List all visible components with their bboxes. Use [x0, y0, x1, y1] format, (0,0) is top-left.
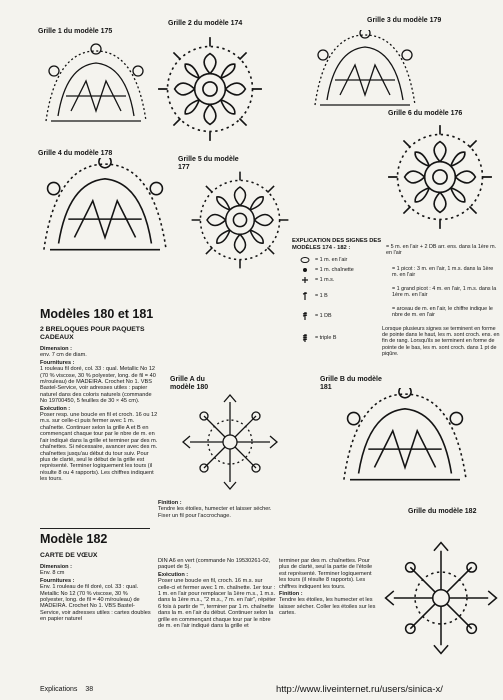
crochet-chart-180 — [180, 392, 280, 492]
section-title-180: Modèles 180 et 181 — [40, 307, 154, 321]
four-head: Fournitures : — [40, 577, 75, 584]
legend-item — [298, 256, 347, 264]
footer-section — [40, 686, 93, 694]
exec-text: Poser une boucle en fil, croch. 16 m.s. sur celle-ci et fermer avec 1 m. chaînette. 1er tour : 1 m. en l'air pour remplacer la 1ère m.s., 1 m.s. dans la 1ère m.s., "2 m.s., 7 m. en l'air", répéter 6 fois à partir de "", terminer par 1 m. chaînette dans la m. en l'air du début. Continuer selon la grille en commençant chaque tour par le nbre de m. en l'air indiqué dans la grille et — [158, 578, 276, 630]
fin-head: Finition : — [158, 500, 182, 506]
legend-item — [298, 266, 354, 274]
watermark-url: http://www.liveinternet.ru/users/sinica-x/ — [276, 684, 443, 695]
legend-item-right — [386, 244, 501, 256]
col2-text: DIN A6 en vert (commande No 19530261-02, paquet de 5). — [158, 558, 271, 571]
legend-item-right — [392, 266, 500, 278]
legend-item-text: = 1 m. chaînette — [315, 267, 354, 273]
col3-text: terminer par des m. chaînettes. Pour plus de clarté, seul la partie de l'étoile est représenté. Terminer logiquement les tours (il résulte 8 rapports). Les chiffres indiquent les tours. — [279, 558, 373, 590]
legend-item-text: = 1 m. en l'air — [315, 257, 348, 263]
legend-item — [298, 334, 336, 342]
legend-item-text: = 1 B — [315, 293, 328, 299]
grid-label-177: Grille 5 du modèle 177 — [178, 156, 239, 171]
dim-head: Dimension : — [40, 346, 73, 352]
four-text: Env. 1 rouleau de fil doré, col. 33 : qual. Metallic No 12 (70 % viscose, 30 % polyester, long. de fil = 40 m/rouleau) de MADEIRA. Crochet No 1. VBS Bastel-Service, voir adresses utiles : cartes doubles en papier naturel — [40, 584, 151, 623]
legend-item-text: = 1 grand picot : 4 m. en l'air, 1 m.s. dans la 1ère m. en l'air — [392, 286, 497, 298]
grid-label-180: Grille A du modèle 180 — [170, 376, 209, 391]
grid-label-182: Grille du modèle 182 — [408, 508, 477, 515]
legend-item — [298, 276, 334, 284]
section-subtitle-180: 2 BRELOQUES POUR PAQUETS CADEAUX — [40, 326, 145, 341]
legend-item-text: = arceau de m. en l'air, le chiffre indique le nbre de m. en l'air — [392, 306, 493, 318]
page-number: 38 — [85, 686, 94, 693]
grid-label-179: Grille 3 du modèle 179 — [367, 17, 442, 24]
section-body-182-col2 — [158, 558, 276, 630]
dim-head: Dimension : — [40, 564, 73, 570]
legend-title: EXPLICATION DES SIGNES DES MODÈLES 174 - 182 : — [292, 238, 382, 251]
dim-text: env. 7 cm de diam. — [40, 352, 87, 359]
legend-item-text: = 1 m.s. — [315, 277, 335, 283]
exec-head: Exécution : — [40, 405, 71, 412]
four-text: 1 rouleau fil doré, col. 33 : qual. Metallic No 12 (70 % viscose, 30 % polyester, long. de fil = 40 m/rouleau) de MADEIRA. Crochet No 1. VBS Bastel-Service, voir adresses utiles : papier naturel dans des coloris naturels (commande No 19700450, 5 feuilles de 30 × 45 cm). — [40, 366, 156, 405]
legend-item-right — [392, 286, 500, 298]
legend-item-text: = 1 picot : 3 m. en l'air, 1 m.s. dans la 1ère m. en l'air — [392, 266, 494, 278]
crochet-chart-176 — [380, 118, 500, 236]
section-subtitle-182: CARTE DE VŒUX — [40, 552, 98, 559]
exec-head: Exécution : — [158, 571, 189, 578]
footer-section-label: Explications — [40, 686, 78, 693]
grid-label-175: Grille 1 du modèle 175 — [38, 28, 113, 35]
section-body-182 — [40, 564, 152, 624]
dim-text: Env. 8 cm — [40, 570, 65, 577]
grid-label-174: Grille 2 du modèle 174 — [168, 20, 243, 27]
crochet-chart-181 — [330, 388, 480, 498]
crochet-chart-179 — [290, 30, 440, 120]
finition-180 — [158, 500, 282, 520]
crochet-chart-174 — [150, 30, 270, 148]
crochet-chart-178 — [30, 158, 180, 268]
divider — [40, 528, 150, 529]
legend-note: Lorsque plusieurs signes se terminent en forme de pointe dans le haut, les m. sont croch. ens. en fin de rang. Lorsqu'ils se terminent en forme de pointe de le bas, les m. sont croch. dans 1 pt de piqûre. — [382, 326, 500, 357]
four-head: Fournitures : — [40, 359, 75, 366]
legend-item — [298, 292, 328, 300]
crochet-chart-177 — [185, 160, 295, 280]
crochet-chart-182 — [382, 518, 500, 678]
legend-item-text: = 1 DB — [315, 313, 332, 319]
grid-label-178: Grille 4 du modèle 178 — [38, 150, 113, 157]
grid-label-176: Grille 6 du modèle 176 — [388, 110, 463, 117]
crochet-chart-175 — [36, 36, 156, 146]
exec-text: Poser resp. une boucle en fil et croch. 16 ou 12 m.s. sur celle-ci puis fermer avec 1 m. chaînette. Continuer selon la grille A et B en commençant chaque tour par le nbre de m. en l'air indiqué dans la grille et terminer par des m. chaînettes. Si nécessaire, avancer avec des m. chaînettes jusqu'au début du tour suiv. Pour plus de clarté, seul le début de la grille est représenté. Terminer logiquement les tours (il résulte 8 ou 4 rapports). Les chiffres indiquent les tours. — [40, 412, 158, 483]
legend-item-text: = triple B — [315, 335, 337, 341]
section-body-182-col3 — [279, 558, 379, 618]
fin-text: Tendre les étoiles, humecter et laisser sécher. Fixer un fil pour l'accrochage. — [158, 506, 272, 519]
fin-text: Tendre les étoiles, les humecter et les laisser sécher. Coller les étoiles sur les cartes. — [279, 597, 376, 617]
grid-label-181: Grille B du modèle 181 — [320, 376, 382, 391]
legend-item — [298, 312, 332, 320]
legend-item-text: = 5 m. en l'air + 2 DB arr. ens. dans la 1ère m. en l'air — [386, 244, 497, 256]
legend-item-right — [392, 306, 500, 318]
section-body-180 — [40, 346, 158, 484]
fin-head: Finition : — [279, 591, 303, 598]
section-title-182: Modèle 182 — [40, 532, 108, 546]
